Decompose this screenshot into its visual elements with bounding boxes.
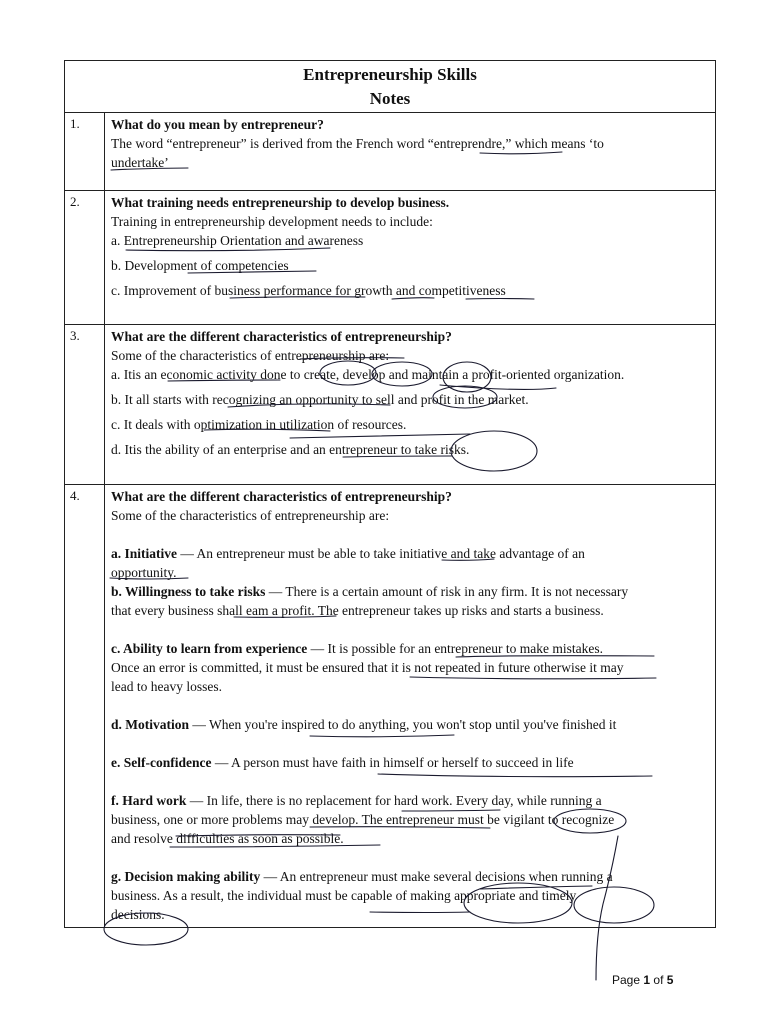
list-item: d. Itis the ability of an enterprise and an entrepreneur to take risks. (111, 442, 470, 457)
list-item: a. Itis an economic activity done to create, develop and maintain a profit-oriented organization. (111, 367, 625, 382)
characteristic-text: that every business shall eam a profit. The entrepreneur takes up risks and starts a business. (111, 603, 604, 618)
characteristic-hard-work (111, 791, 709, 810)
characteristic-motivation (111, 715, 709, 734)
characteristic-text: Once an error is committed, it must be ensured that it is not repeated in future otherwise it may (111, 660, 624, 675)
question-heading: What are the different characteristics of entrepreneurship? (111, 329, 452, 344)
list-item: b. It all starts with recognizing an opportunity to sell and profit in the market. (111, 392, 529, 407)
answer-intro: Some of the characteristics of entrepreneurship are: (111, 508, 390, 523)
list-item: a. Entrepreneurship Orientation and awareness (111, 233, 364, 248)
list-item: c. It deals with optimization in utilization of resources. (111, 417, 407, 432)
question-heading: What training needs entrepreneurship to develop business. (111, 195, 450, 210)
question-row-3 (65, 325, 715, 485)
characteristic-text: — In life, there is no replacement for hard work. Every day, while running a (186, 793, 602, 808)
characteristic-label: d. Motivation (111, 717, 190, 732)
characteristic-text: — An entrepreneur must make several decisions when running a (260, 869, 613, 884)
characteristic-initiative (111, 544, 709, 563)
characteristic-label: e. Self-confidence (111, 755, 212, 770)
characteristic-text: — There is a certain amount of risk in any firm. It is not necessary (265, 584, 629, 599)
characteristic-risk (111, 582, 709, 601)
question-row-1 (65, 113, 715, 191)
characteristic-label: b. Willingness to take risks (111, 584, 266, 599)
answer-intro: Training in entrepreneurship development needs to include: (111, 214, 433, 229)
characteristic-text: opportunity. (111, 565, 177, 580)
characteristic-text: — A person must have faith in himself or herself to succeed in life (211, 755, 574, 770)
answer-intro: Some of the characteristics of entrepreneurship are: (111, 348, 390, 363)
characteristic-text: — It is possible for an entrepreneur to make mistakes. (307, 641, 603, 656)
page-footer (612, 973, 673, 987)
characteristic-learning (111, 639, 709, 658)
page-label: Page (612, 973, 641, 987)
list-item: b. Development of competencies (111, 258, 289, 273)
question-number: 1. (65, 113, 105, 190)
question-body (105, 191, 715, 324)
document-subtitle: Notes (369, 89, 411, 108)
answer-line: The word “entrepreneur” is derived from the French word “entreprendre,” which means ‘to (111, 136, 604, 151)
notes-table (64, 60, 716, 928)
question-number: 4. (65, 485, 105, 927)
characteristic-text: lead to heavy losses. (111, 679, 222, 694)
of-label: of (653, 973, 664, 987)
question-heading: What do you mean by entrepreneur? (111, 117, 324, 132)
list-item: c. Improvement of business performance for growth and competitiveness (111, 283, 506, 298)
question-number: 3. (65, 325, 105, 484)
characteristic-label: a. Initiative (111, 546, 177, 561)
question-row-2 (65, 191, 715, 325)
document-title: Entrepreneurship Skills (303, 65, 477, 84)
characteristic-decision-making (111, 867, 709, 886)
question-body (105, 325, 715, 484)
question-row-4 (65, 485, 715, 927)
characteristic-label: c. Ability to learn from experience (111, 641, 308, 656)
current-page: 1 (643, 973, 651, 987)
characteristic-text: — An entrepreneur must be able to take initiative and take advantage of an (177, 546, 585, 561)
characteristic-text: — When you're inspired to do anything, you won't stop until you've finished it (189, 717, 617, 732)
answer-line: undertake’ (111, 155, 169, 170)
question-body (105, 485, 715, 927)
characteristic-label: g. Decision making ability (111, 869, 261, 884)
characteristic-text: decisions. (111, 907, 165, 922)
total-pages: 5 (666, 973, 674, 987)
title-block (65, 61, 715, 113)
question-body (105, 113, 715, 190)
characteristic-self-confidence (111, 753, 709, 772)
characteristic-label: f. Hard work (111, 793, 187, 808)
characteristic-text: business, one or more problems may develop. The entrepreneur must be vigilant to recognize (111, 812, 615, 827)
characteristic-text: business. As a result, the individual must be capable of making appropriate and timely (111, 888, 577, 903)
question-number: 2. (65, 191, 105, 324)
question-heading: What are the different characteristics of entrepreneurship? (111, 489, 452, 504)
characteristic-text: and resolve difficulties as soon as possible. (111, 831, 344, 846)
